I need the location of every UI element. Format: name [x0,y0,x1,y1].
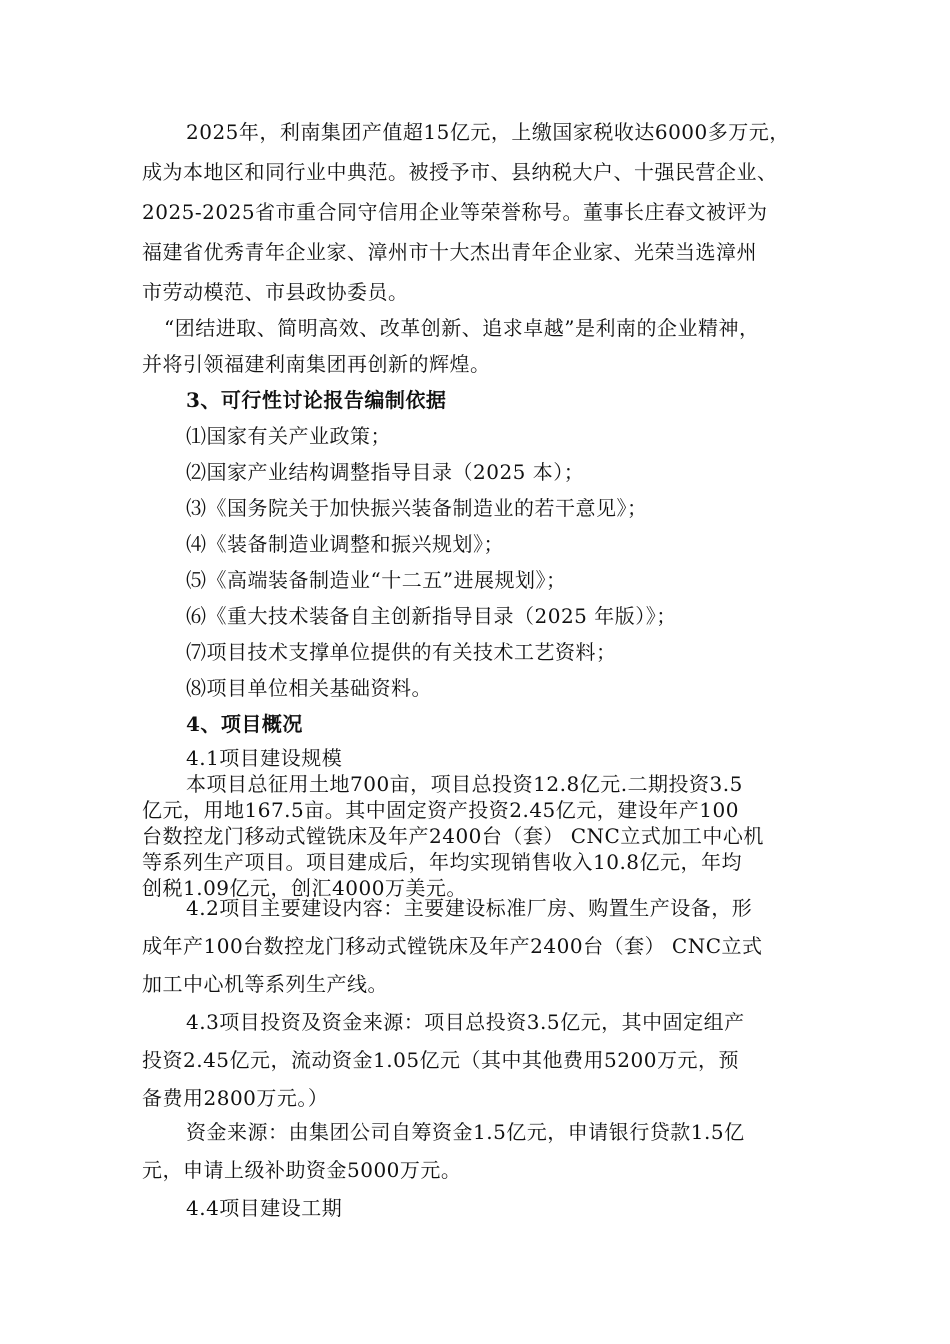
paragraph-line: 加工中心机等系列生产线。 [142,972,388,996]
list-item: ⑺项目技术支撑单位提供的有关技术工艺资料； [186,640,617,664]
list-item: ⑶《国务院关于加快振兴装备制造业的若干意见》； [186,496,648,520]
section-heading: 3、可行性讨论报告编制依据 [186,388,447,412]
paragraph-line: 市劳动模范、市县政协委员。 [142,280,409,304]
list-item: ⑴国家有关产业政策； [186,424,391,448]
paragraph-line: “团结进取、简明高效、改革创新、追求卓越”是利南的企业精神， [164,316,760,340]
list-item: ⑻项目单位相关基础资料。 [186,676,432,700]
section-heading: 4、项目概况 [186,712,303,736]
list-item: ⑷《装备制造业调整和振兴规划》； [186,532,504,556]
paragraph-line: 4.3项目投资及资金来源：项目总投资3.5亿元，其中固定组产 [186,1010,745,1034]
paragraph-line: 亿元，用地167.5亩。其中固定资产投资2.45亿元，建设年产100 [142,798,739,822]
paragraph-line: 投资2.45亿元，流动资金1.05亿元（其中其他费用5200万元，预 [142,1048,739,1072]
paragraph-line: 2025-2025省市重合同守信用企业等荣誉称号。董事长庄春文被评为 [142,200,768,224]
paragraph-line: 备费用2800万元。） [142,1086,329,1110]
list-item: ⑹《重大技术装备自主创新指导目录（2025 年版）》； [186,604,677,628]
paragraph-line: 资金来源：由集团公司自筹资金1.5亿元，申请银行贷款1.5亿 [186,1120,745,1144]
paragraph-line: 等系列生产项目。项目建成后，年均实现销售收入10.8亿元，年均 [142,850,743,874]
paragraph-line: 元，申请上级补助资金5000万元。 [142,1158,462,1182]
subsection-heading: 4.4项目建设工期 [186,1196,343,1220]
list-item: ⑵国家产业结构调整指导目录（2025 本）； [186,460,585,484]
paragraph-line: 创税1.09亿元，创汇4000万美元。 [142,876,467,900]
paragraph-line: 2025年，利南集团产值超15亿元，上缴国家税收达6000多万元， [186,120,790,144]
paragraph-line: 台数控龙门移动式镗铣床及年产2400台（套） CNC立式加工中心机 [142,824,764,848]
paragraph-line: 并将引领福建利南集团再创新的辉煌。 [142,352,491,376]
paragraph-line: 4.2项目主要建设内容：主要建设标准厂房、购置生产设备，形 [186,896,753,920]
paragraph-line: 成为本地区和同行业中典范。被授予市、县纳税大户、十强民营企业、 [142,160,778,184]
list-item: ⑸《高端装备制造业“十二五”进展规划》； [186,568,567,592]
paragraph-line: 成年产100台数控龙门移动式镗铣床及年产2400台（套） CNC立式 [142,934,763,958]
subsection-heading: 4.1项目建设规模 [186,746,343,770]
paragraph-line: 福建省优秀青年企业家、漳州市十大杰出青年企业家、光荣当选漳州 [142,240,757,264]
paragraph-line: 本项目总征用土地700亩，项目总投资12.8亿元.二期投资3.5 [186,772,743,796]
